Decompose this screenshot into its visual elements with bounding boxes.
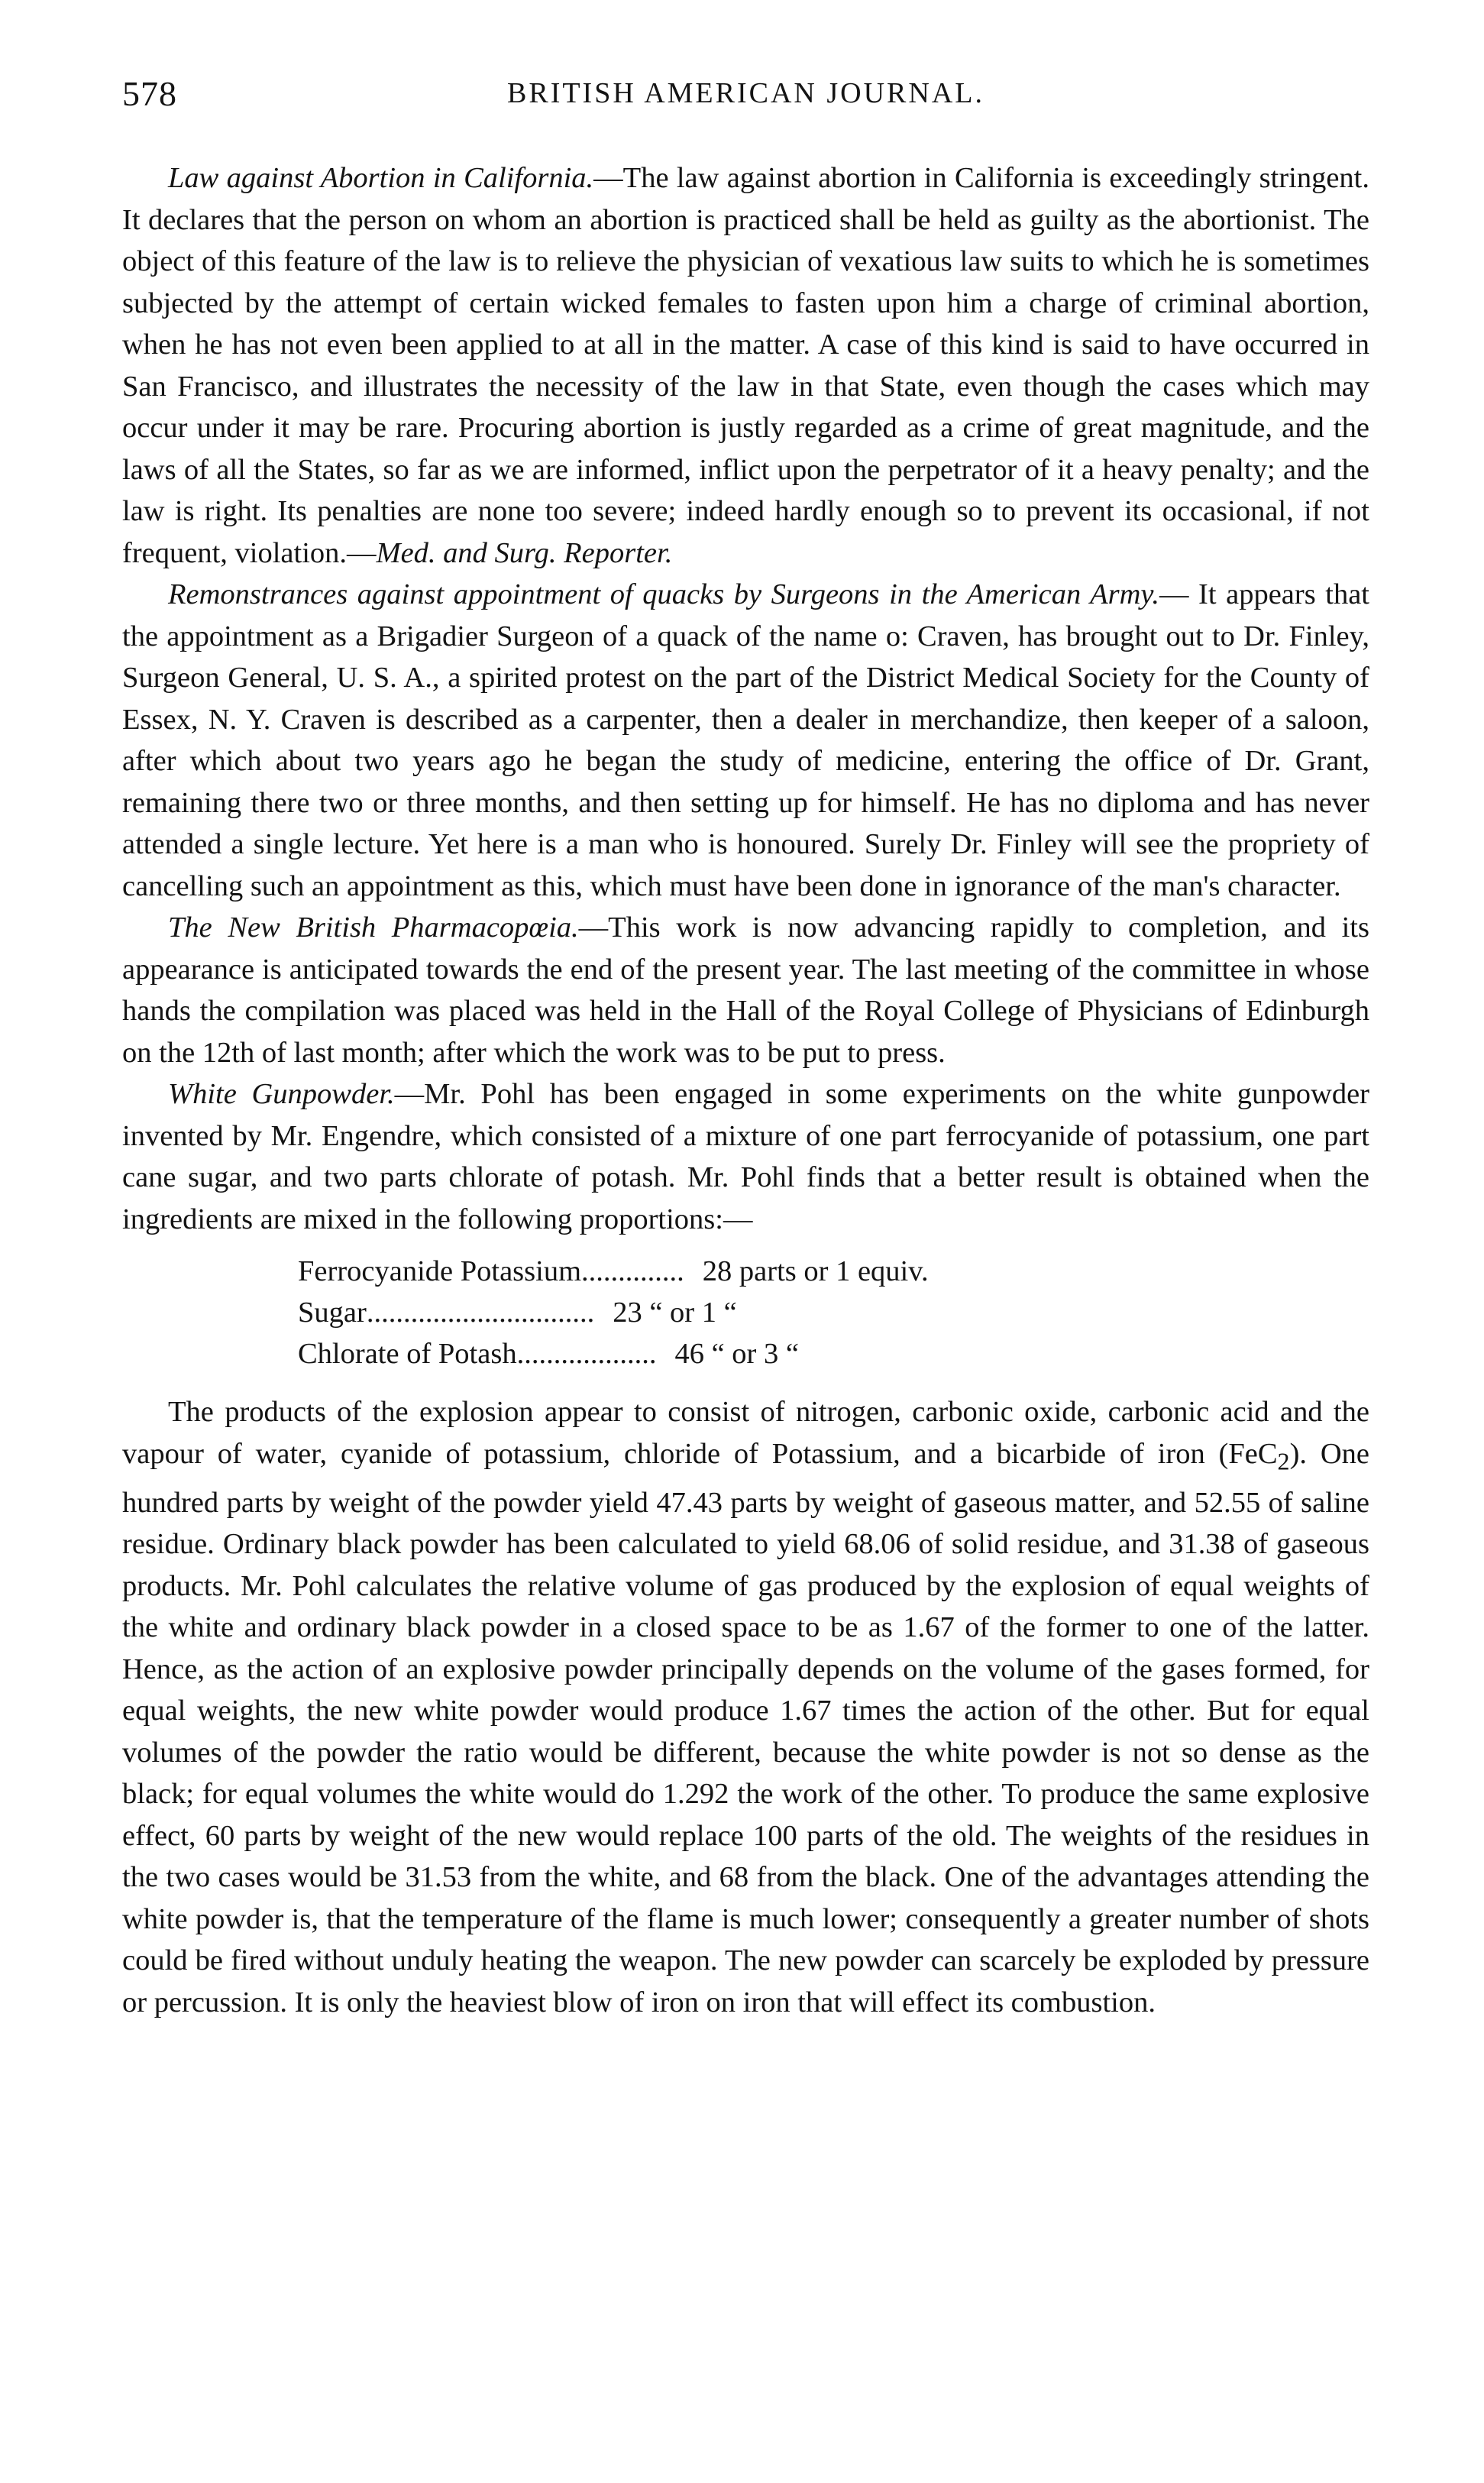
running-head: BRITISH AMERICAN JOURNAL. xyxy=(507,77,984,109)
article-lead: Law against Abortion in California. xyxy=(168,162,594,194)
article-pharmacopoeia xyxy=(122,907,1369,1073)
ingredient-name: Chlorate of Potash xyxy=(298,1338,517,1370)
ingredient-quantity: 23 “ or 1 “ xyxy=(613,1297,737,1329)
ingredient-quantity: 46 “ or 3 “ xyxy=(674,1338,799,1370)
article-gunpowder-products xyxy=(122,1391,1369,2023)
article-white-gunpowder xyxy=(122,1073,1369,1240)
gunpowder-proportions-table xyxy=(298,1251,1369,1374)
chemical-subscript: 2 xyxy=(1277,1447,1290,1475)
article-body: — It appears that the appointment as a Brigadier Surgeon of a quack of the name o: Craven, has brought out to Dr. Finley, Surgeon General, U. S. A., a spirited protest on the part of the District Medical Society for the County of Essex, N. Y. Craven is described as a carpenter, then a dealer in merchandize, then keeper of a saloon, after which about two years ago he began the study of medicine, entering the office of Dr. Grant, remaining there two or three months, and then setting up for himself. He has no diploma and has never attended a single lecture. Yet here is a man who is honoured. Surely Dr. Finley will see the propriety of cancelling such an appointment as this, which must have been done in ignorance of the man's character. xyxy=(122,578,1369,902)
ingredient-name: Sugar xyxy=(298,1297,367,1329)
leader-dots: ............................... xyxy=(366,1297,595,1329)
ingredient-name: Ferrocyanide Potassium xyxy=(298,1255,582,1287)
table-row xyxy=(298,1333,1369,1374)
article-body: ). One hundred parts by weight of the powder yield 47.43 parts by weight of gaseous matter, and 52.55 of saline residue. Ordinary black powder has been calculated to yield 68.06 of solid residue, and 31.38 of gaseous products. Mr. Pohl calculates the relative volume of gas produced by the explosion of equal weights of the white and ordinary black powder in a closed space to be as 1.67 of the former to one of the latter. Hence, as the action of an explosive powder principally depends on the volume of the gases formed, for equal weights, the new white powder would produce 1.67 times the action of the other. But for equal volumes of the powder the ratio would be different, because the white powder is not so dense as the black; for equal volumes the white would do 1.292 the work of the other. To produce the same explosive effect, 60 parts by weight of the new would replace 100 parts of the old. The weights of the residues in the two cases would be 31.53 from the white, and 68 from the black. One of the advantages attending the white powder is, that the temperature of the flame is much lower; consequently a greater number of shots could be fired without unduly heating the weapon. The new powder can scarcely be exploded by pressure or percussion. It is only the heaviest blow of iron on iron that will effect its combustion. xyxy=(122,1437,1369,2018)
article-body: The products of the explosion appear to consist of nitrogen, carbonic oxide, carbonic acid and the vapour of water, cyanide of potassium, chloride of Potassium, and a bicarbide of iron (FeC xyxy=(122,1396,1369,1470)
article-lead: White Gunpowder. xyxy=(168,1078,395,1110)
leader-dots: ................... xyxy=(516,1338,657,1370)
article-body: —This work is now advancing rapidly to completion, and its appearance is anticipated towards the end of the present year. The last meeting of the committee in whose hands the compilation was placed was held in the Hall of the Royal College of Physicians of Edinburgh on the 12th of last month; after which the work was to be put to press. xyxy=(122,911,1369,1069)
article-body: —Mr. Pohl has been engaged in some experiments on the white gunpowder invented by Mr. Engendre, which consisted of a mixture of one part ferrocyanide of potassium, one part cane sugar, and two parts chlorate of potash. Mr. Pohl finds that a better result is obtained when the ingredients are mixed in the following proportions:— xyxy=(122,1078,1369,1235)
article-body: —The law against abortion in California is exceedingly stringent. It declares that the person on whom an abortion is practiced shall be held as guilty as the abortionist. The object of this feature of the law is to relieve the physician of vexatious law suits to which he is sometimes subjected by the attempt of certain wicked females to fasten upon him a charge of criminal abortion, when he has not even been applied to at all in the matter. A case of this kind is said to have occurred in San Francisco, and illustrates the necessity of the law in that State, even though the cases which may occur under it may be rare. Procuring abortion is justly regarded as a crime of great magnitude, and the laws of all the States, so far as we are informed, inflict upon the perpetrator of it a heavy penalty; and the law is right. Its penalties are none too severe; indeed hardly enough so to prevent its occasional, if not frequent, violation.— xyxy=(122,162,1369,569)
article-lead: Remonstrances against appointment of quacks by Surgeons in the American Army. xyxy=(168,578,1159,610)
page-number: 578 xyxy=(122,74,177,113)
leader-dots: .............. xyxy=(581,1255,684,1287)
article-abortion-law xyxy=(122,157,1369,574)
table-row xyxy=(298,1251,1369,1292)
page-header xyxy=(122,73,1369,119)
ingredient-quantity: 28 parts or 1 equiv. xyxy=(702,1255,929,1287)
article-lead: The New British Pharmacopœia. xyxy=(168,911,579,944)
table-row xyxy=(298,1292,1369,1333)
article-source: Med. and Surg. Reporter. xyxy=(376,536,673,569)
article-quacks-remonstrance xyxy=(122,574,1369,907)
